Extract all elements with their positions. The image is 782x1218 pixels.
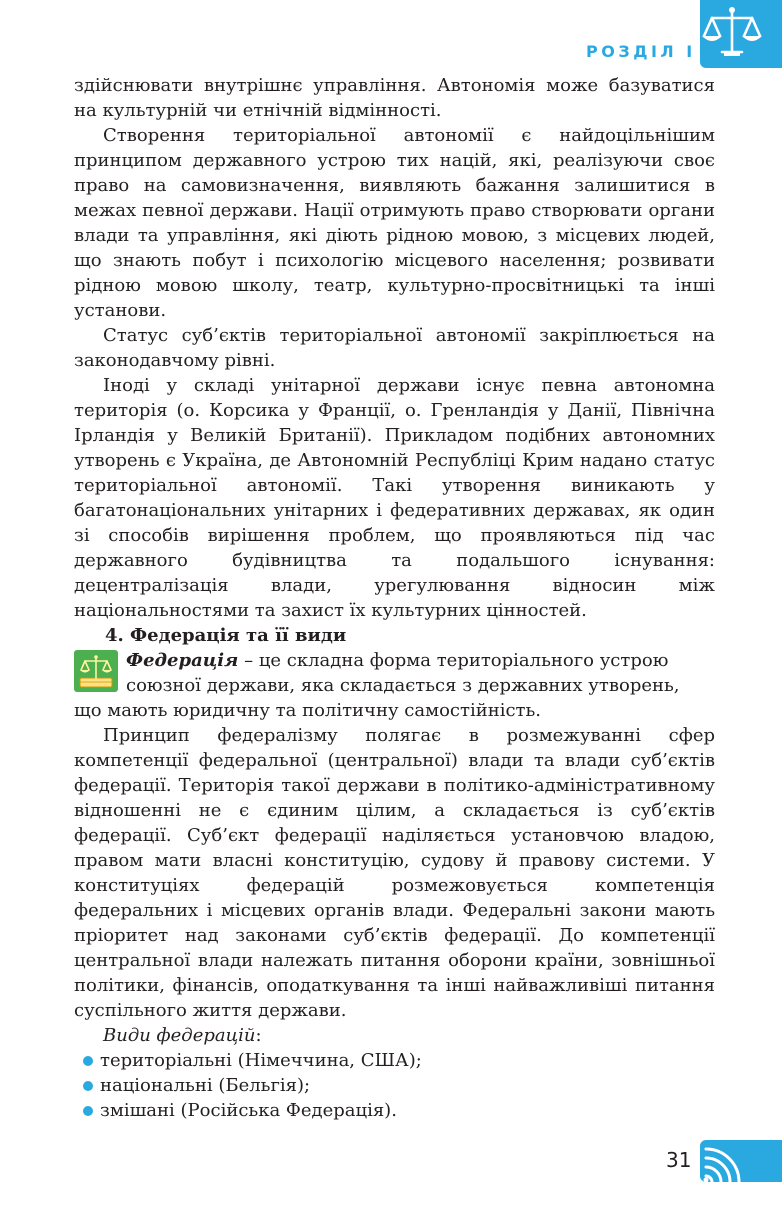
paragraph-federalism-principle: Принцип федералізму полягає в розмежуванні сфер компетенції федеральної (центральної) влади та влади суб’єктів федерації. Територія такої держави в політико-адміністративному відношенні не є єдиним цілим, а складається із суб’єктів федерації. Суб’єкт федерації наділяється установчою владою, правом мати власні конституцію, судову й правову системи. У конституціях федерацій розмежовується компетенція федеральних і місцевих органів влади. Федеральні закони мають пріоритет над законами суб’єктів федерації. До компетенції центральної влади належать питання оборони країни, зовнішньої політики, фінансів, оподаткування та інші найважливіші питання суспільного життя держави.: [74, 725, 715, 1021]
scales-of-justice-icon: [700, 0, 782, 68]
types-heading-line: [74, 1023, 715, 1048]
list-item: [74, 1073, 715, 1098]
list-item: [74, 1098, 715, 1123]
types-heading: Види федерацій: [103, 1025, 256, 1046]
list-item: [74, 1048, 715, 1073]
definition-line-2: союзної держави, яка складається з державних утворень,: [126, 675, 680, 696]
definition-line-3: що мають юридичну та політичну самостійність.: [74, 700, 542, 721]
wifi-arcs-icon: [700, 1140, 782, 1182]
types-colon: :: [255, 1025, 262, 1046]
paragraph-status: Статус суб’єктів територіальної автономії закріплюється на законодавчому рівні.: [74, 325, 715, 371]
definition-dash: –: [238, 650, 259, 671]
types-list: [74, 1048, 715, 1123]
section-label: РОЗДІЛ І: [586, 42, 696, 61]
paragraph-autonomy-basis: здійснювати внутрішнє управління. Автономія може базуватися на культурній чи етнічній відмінності.: [74, 75, 715, 121]
bullet-icon: [83, 1081, 93, 1091]
footer-tab: [700, 1140, 782, 1182]
page-number: 31: [666, 1148, 692, 1172]
scales-on-book-icon: [74, 650, 118, 692]
definition-icon-box: [74, 650, 118, 692]
bullet-icon: [83, 1106, 93, 1116]
list-item-text: територіальні (Німеччина, США);: [100, 1050, 422, 1071]
definition-block: [74, 648, 715, 723]
definition-term: Федерація: [126, 650, 239, 671]
definition-text-1: це складна форма територіального устрою: [258, 650, 669, 671]
definition-line-1: [74, 648, 715, 673]
list-item-text: змішані (Російська Федерація).: [100, 1100, 397, 1121]
bullet-icon: [83, 1056, 93, 1066]
list-item-text: національні (Бельгія);: [100, 1075, 311, 1096]
page-content: [74, 73, 715, 1123]
paragraph-examples: Іноді у складі унітарної держави існує певна автономна територія (о. Корсика у Франції, о. Гренландія у Данії, Північна Ірландія у Великій Британії). Прикладом подібних автономних утворень є Україна, де Автономній Республіці Крим надано статус територіальної автономії. Такі утворення виникають у багатонаціональних унітарних і федеративних державах, як один зі способів вирішення проблем, що проявляються під час державного будівництва та подальшого існування: децентралізація влади, урегулювання відносин між національностями та захист їх культурних цінностей.: [74, 375, 715, 621]
header-tab: [700, 0, 782, 68]
section-heading: 4. Федерація та її види: [105, 625, 347, 646]
paragraph-territorial-autonomy: Створення територіальної автономії є найдоцільнішим принципом державного устрою тих націй, які, реалізуючи своє право на самовизначення, виявляють бажання залишитися в межах певної держави. Нації отримують право створювати органи влади та управління, які діють рідною мовою, з місцевих людей, що знають побут і психологію місцевого населення; розвивати рідною мовою школу, театр, культурно-просвітницькі та інші установи.: [74, 125, 715, 321]
